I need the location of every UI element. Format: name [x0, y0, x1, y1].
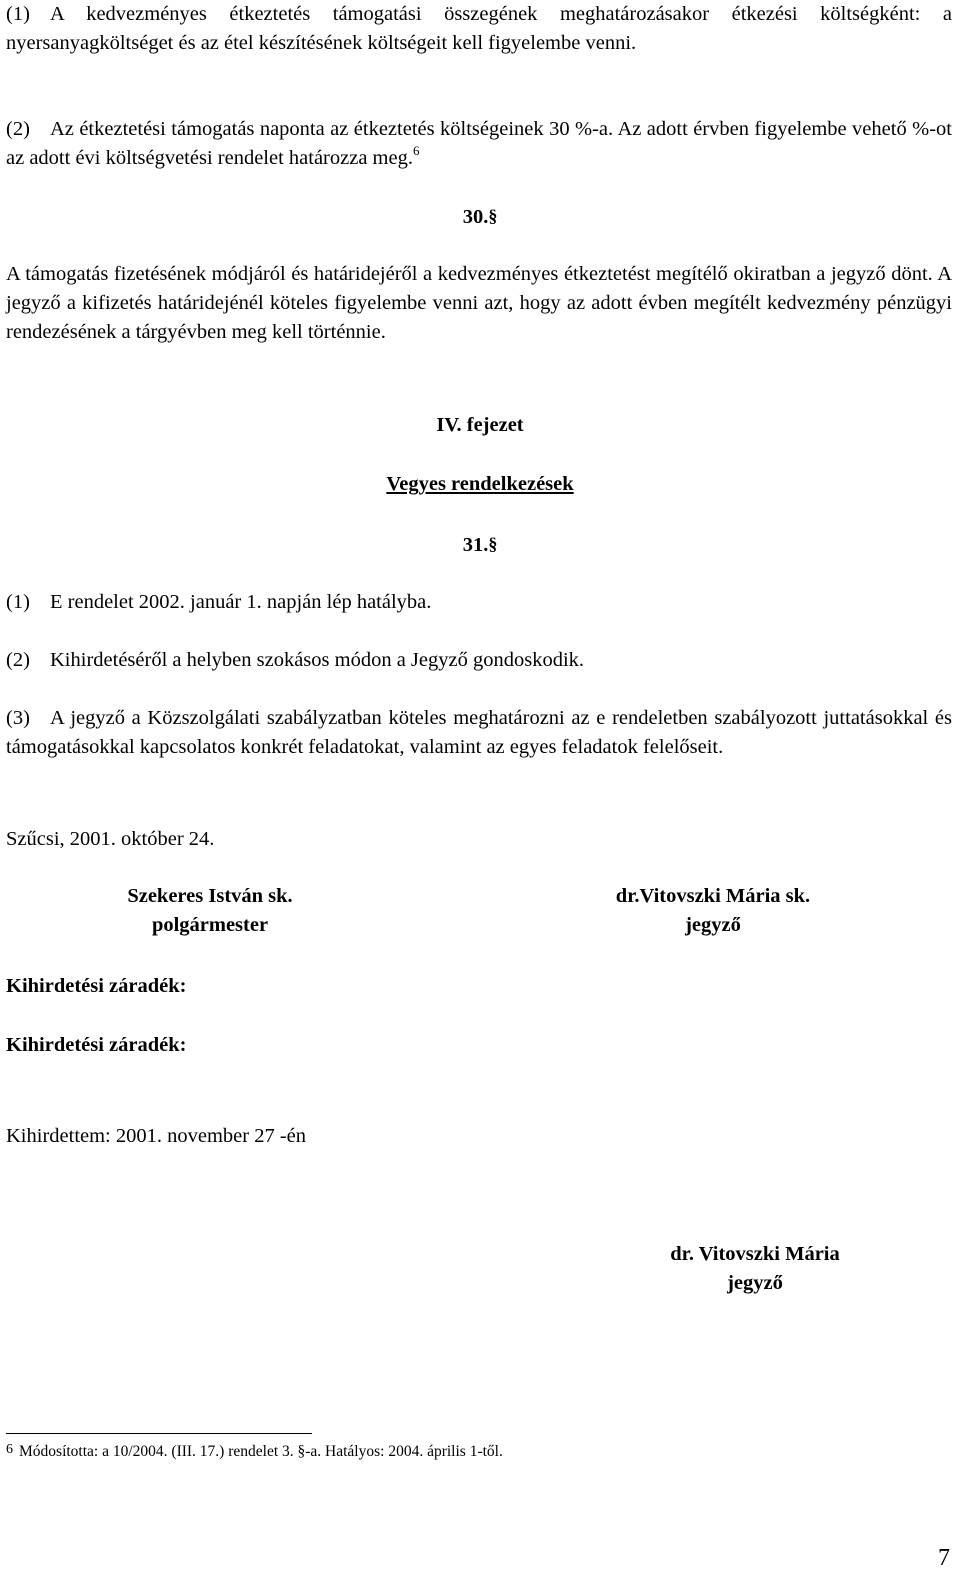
- footnote-divider: [6, 1433, 312, 1434]
- chapter-title-text: Vegyes rendelkezések: [386, 473, 574, 495]
- section-31-item-3: [6, 704, 952, 762]
- notary-name: dr.Vitovszki Mária sk.: [615, 885, 811, 907]
- section-31-heading: [0, 531, 960, 558]
- announcement-label-2: Kihirdetési záradék:: [6, 1034, 187, 1056]
- announcement-label-1: Kihirdetési záradék:: [6, 975, 187, 997]
- final-signature: [620, 1240, 890, 1298]
- footnote-reference[interactable]: 6: [412, 143, 420, 158]
- section-sign: §: [488, 534, 498, 554]
- section-31-item-2: [6, 646, 952, 675]
- paragraph-1-line-1: [6, 0, 952, 58]
- page-number: 7: [938, 1545, 950, 1571]
- section-sign: §: [488, 206, 498, 226]
- final-signature-title: jegyző: [727, 1272, 783, 1294]
- place-date: Szűcsi, 2001. október 24.: [6, 828, 215, 850]
- section-31-number: 31.: [462, 534, 489, 556]
- paragraph-2: [6, 115, 952, 174]
- mayor-name: Szekeres István sk.: [127, 885, 293, 907]
- section-30-heading: [0, 203, 960, 230]
- item-3-text: A jegyző a Közszolgálati szabályzatban köteles meghatározni az e rendeletben szabályozott juttatásokkal és támogatásokkal kapcsolatos konkrét feladatokat, valamint az egyes feladatok felelőseit.: [6, 707, 952, 758]
- paragraph-2-number: (2): [6, 118, 30, 140]
- section-30-number: 30.: [462, 206, 489, 228]
- paragraph-1-number: (1): [6, 3, 30, 25]
- section-31-item-1: [6, 588, 952, 617]
- section-30-text: [6, 260, 952, 347]
- mayor-title: polgármester: [151, 914, 269, 936]
- chapter-title: [0, 471, 960, 497]
- announced-date: Kihirdettem: 2001. november 27 -én: [6, 1125, 307, 1147]
- item-3-number: (3): [6, 707, 30, 729]
- paragraph-1: [6, 0, 952, 58]
- footnote-number: 6: [6, 1442, 13, 1457]
- final-signature-name: dr. Vitovszki Mária: [670, 1243, 840, 1265]
- item-2-text: Kihirdetéséről a helyben szokásos módon a Jegyző gondoskodik.: [50, 649, 585, 671]
- footnote: [6, 1442, 503, 1463]
- paragraph-1-text: A kedvezményes étkeztetés támogatási összegének meghatározásakor étkezési költségként: a nyersanyagköltséget és az étel készítésének költségeit kell figyelembe venni.: [6, 3, 952, 54]
- chapter-number: [0, 412, 960, 438]
- notary-signature: [568, 882, 858, 940]
- item-2-number: (2): [6, 649, 30, 671]
- section-30-body: A támogatás fizetésének módjáról és határidejéről a kedvezményes étkeztetést megítélő okiratban a jegyző dönt. A jegyző a kifizetés határidejénél köteles figyelembe venni azt, hogy az adott évben megítélt kedvezmény pénzügyi rendezésének a tárgyévben meg kell történnie.: [6, 263, 952, 343]
- item-1-number: (1): [6, 591, 30, 613]
- mayor-signature: [90, 882, 330, 940]
- chapter-number-text: IV. fejezet: [436, 414, 524, 436]
- notary-title: jegyző: [685, 914, 741, 936]
- paragraph-2-text: Az étkeztetési támogatás naponta az étkeztetés költségeinek 30 %-a. Az adott érvben figyelembe vehető %-ot az adott évi költségvetési rendelet határozza meg.: [6, 118, 952, 169]
- item-1-text: E rendelet 2002. január 1. napján lép hatályba.: [50, 591, 432, 613]
- footnote-text: Módosította: a 10/2004. (III. 17.) rendelet 3. §-a. Hatályos: 2004. április 1-től.: [19, 1443, 503, 1460]
